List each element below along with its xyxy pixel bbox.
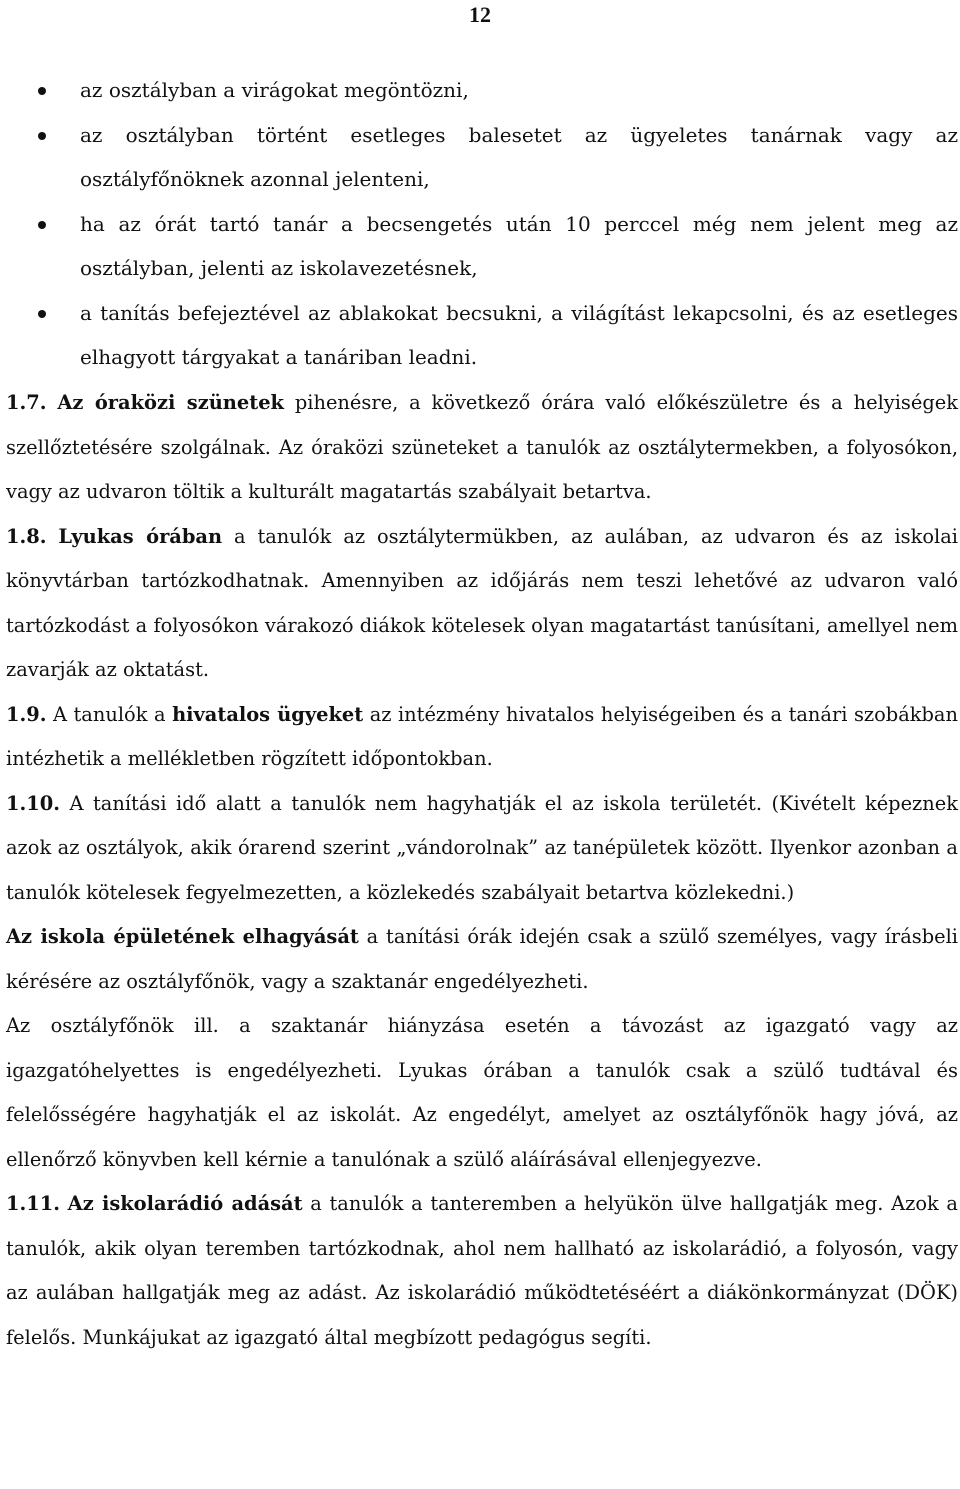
section-body: a tanítási órák idején csak a szülő személyes, vagy írásbeli kérésére az osztályfőnök, vagy a szaktanár engedélyezheti. <box>6 925 958 993</box>
section-body: pihenésre, a következő órára való előkészületre és a helyiségek szellőztetésére szolgálnak. Az óraközi szüneteket a tanulók az osztálytermekben, a folyosókon, vagy az udvaron töltik a kulturált magatartás szabályait betartva. <box>6 391 958 503</box>
bullet-icon <box>38 310 46 318</box>
list-item: az osztályban történt esetleges balesetet az ügyeletes tanárnak vagy az osztályfőnöknek azonnal jelenteni, <box>34 113 958 202</box>
section-number: 1.10. <box>6 791 60 815</box>
section-lead: A tanulók a <box>46 702 173 726</box>
duty-bullet-list <box>34 68 958 380</box>
section-1-11 <box>6 1182 958 1360</box>
page-number: 12 <box>469 2 491 27</box>
section-number: 1.7. <box>6 391 47 414</box>
teacher-absence-paragraph: Az osztályfőnök ill. a szaktanár hiányzása esetén a távozást az igazgató vagy az igazgatóhelyettes is engedélyezheti. Lyukas órában a tanulók csak a szülő tudtával és felelősségére hagyhatják el az iskolát. Az engedélyt, amelyet az osztályfőnök hagy jóvá, az ellenőrző könyvben kell kérnie a tanulónak a szülő aláírásával ellenjegyezve. <box>6 1014 958 1171</box>
section-body: az intézmény hivatalos helyiségeiben és a tanári szobákban intézhetik a mellékletben rögzített időpontokban. <box>6 702 958 770</box>
section-heading: hivatalos ügyeket <box>172 702 364 726</box>
section-heading: Az iskola épületének elhagyását <box>6 925 359 948</box>
section-body: A tanítási idő alatt a tanulók nem hagyhatják el az iskola területét. (Kivételt képeznek azok az osztályok, akik órarend szerint „vándorolnak” az tanépületek között. Ilyenkor azonban a tanulók kötelesek fegyelmezetten, a közlekedés szabályait betartva közlekedni.) <box>6 791 958 904</box>
section-number: 1.8. <box>6 524 47 548</box>
list-item: ha az órát tartó tanár a becsengetés után 10 perccel még nem jelent meg az osztályban, jelenti az iskolavezetésnek, <box>34 202 958 291</box>
list-item: az osztályban a virágokat megöntözni, <box>34 68 958 113</box>
section-body: a tanulók az osztálytermükben, az aulában, az udvaron és az iskolai könyvtárban tartózkodhatnak. Amennyiben az időjárás nem teszi lehetővé az udvaron való tartózkodást a folyosókon várakozó diákok kötelesek olyan magatartást tanúsítani, amellyel nem zavarják az oktatást. <box>6 524 958 681</box>
section-1-8 <box>6 515 958 693</box>
section-heading: Az óraközi szünetek <box>57 391 284 414</box>
rules-sections <box>6 381 958 1360</box>
leaving-building-paragraph <box>6 915 958 1004</box>
bullet-icon <box>38 87 46 95</box>
section-1-7 <box>6 381 958 515</box>
section-heading: Lyukas órában <box>58 524 223 548</box>
section-body: a tanulók a tanteremben a helyükön ülve hallgatják meg. Azok a tanulók, akik olyan teremben tartózkodnak, ahol nem hallható az iskolarádió, a folyosón, vagy az aulában hallgatják meg az adást. Az iskolarádió működtetéséért a diákönkormányzat (DÖK) felelős. Munkájukat az igazgató által megbízott pedagógus segíti. <box>6 1192 958 1349</box>
bullet-icon <box>38 132 46 140</box>
section-1-10 <box>6 782 958 916</box>
bullet-icon <box>38 221 46 229</box>
section-number: 1.11. <box>6 1192 60 1215</box>
list-item: a tanítás befejeztével az ablakokat becsukni, a világítást lekapcsolni, és az esetleges elhagyott tárgyakat a tanáriban leadni. <box>34 291 958 380</box>
section-1-9 <box>6 693 958 782</box>
section-number: 1.9. <box>6 702 47 726</box>
section-heading: Az iskolarádió adását <box>67 1192 303 1215</box>
